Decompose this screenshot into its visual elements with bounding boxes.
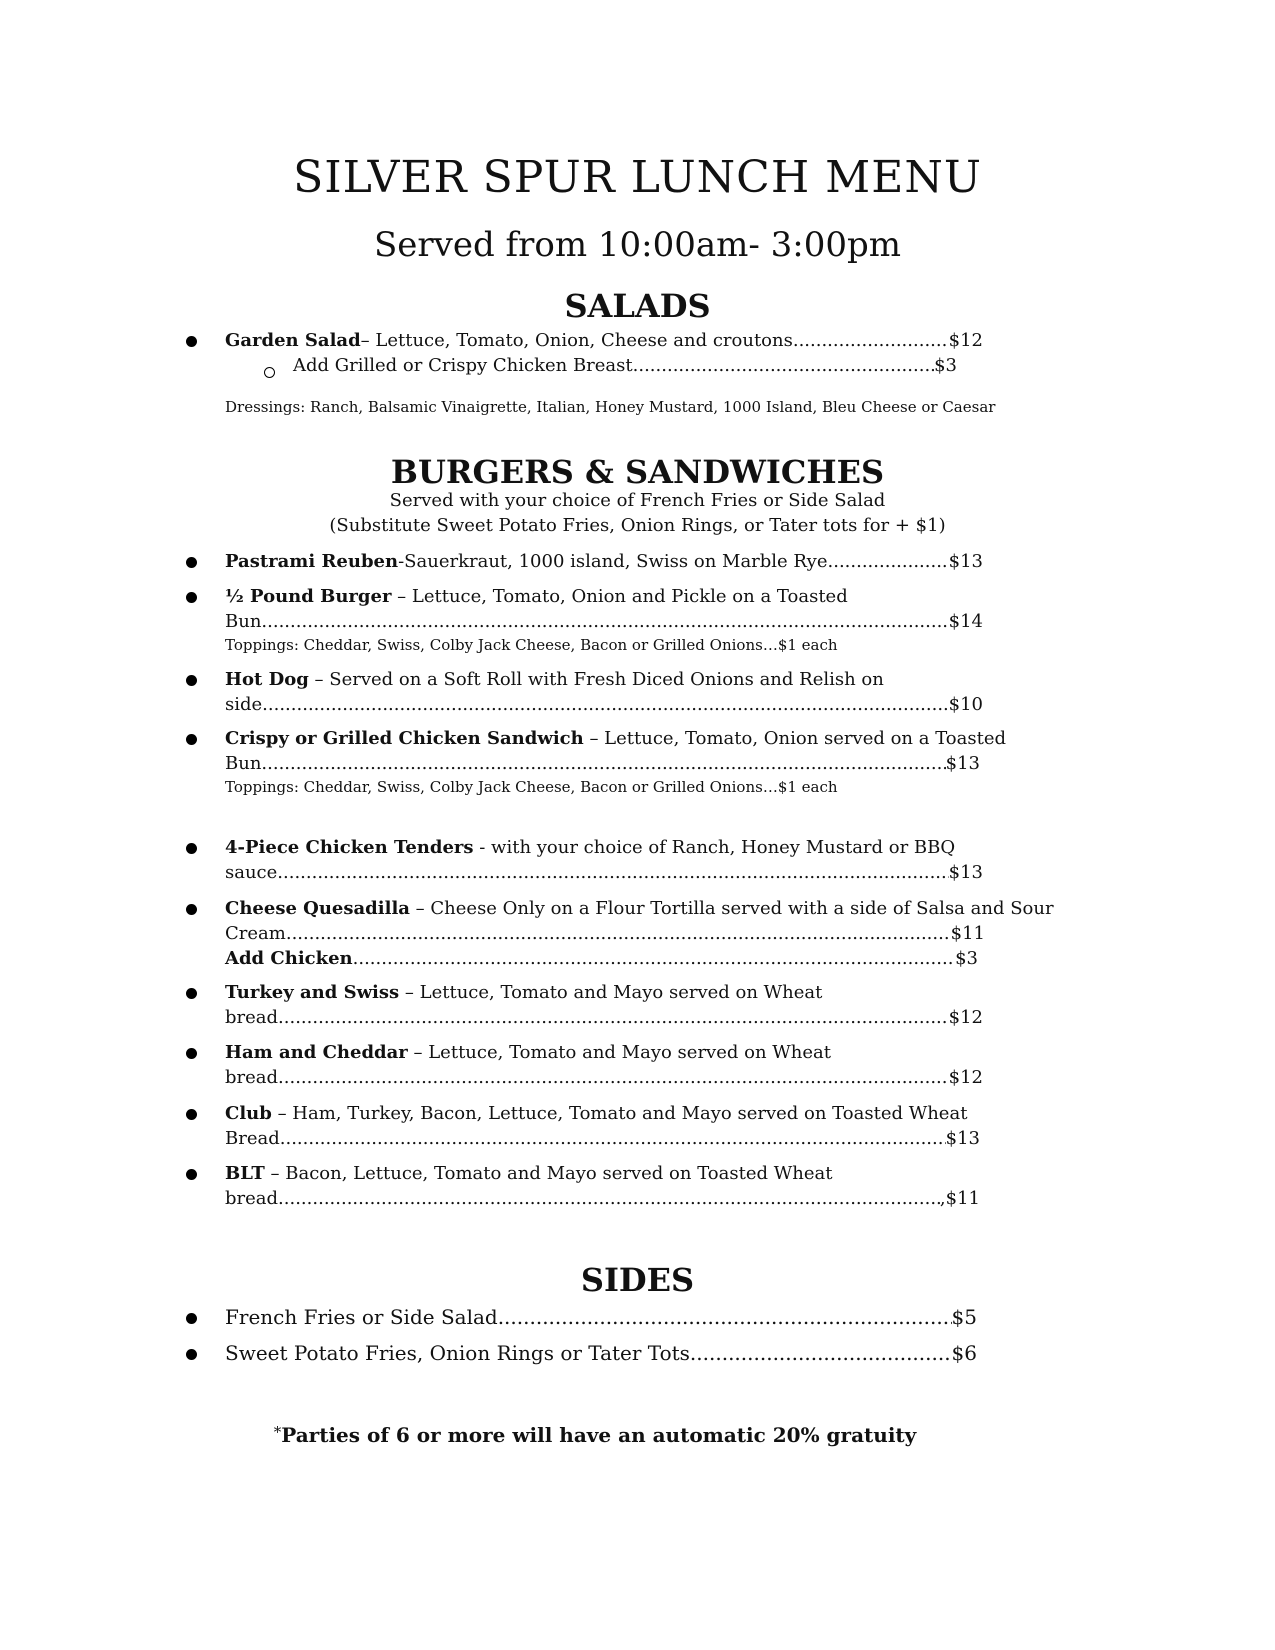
section-heading-burgers-sandwiches: BURGERS & SANDWICHES xyxy=(390,453,885,491)
item-price: $13 xyxy=(945,1128,980,1149)
item-desc: – Ham, Turkey, Bacon, Lettuce, Tomato and Mayo served on Toasted Wheat xyxy=(271,1103,968,1124)
item-price: $10 xyxy=(948,694,983,715)
dot-leader xyxy=(498,1305,952,1329)
item-name: ½ Pound Burger xyxy=(225,586,392,607)
menu-item-chicken-tenders-price-line xyxy=(225,862,983,883)
dot-leader xyxy=(262,694,948,715)
menu-item-chicken-sandwich xyxy=(225,728,1006,749)
item-name: 4-Piece Chicken Tenders xyxy=(225,837,474,858)
item-desc-cont: Cream xyxy=(225,923,286,944)
item-price: $12 xyxy=(948,1007,983,1028)
section-heading-salads: SALADS xyxy=(564,287,711,325)
menu-item-garden-salad xyxy=(225,330,983,351)
item-desc: – Lettuce, Tomato, Onion, Cheese and croutons xyxy=(360,330,793,351)
item-desc-cont: Bun xyxy=(225,753,262,774)
dressings-note: Dressings: Ranch, Balsamic Vinaigrette, Italian, Honey Mustard, 1000 Island, Bleu Cheese or Caesar xyxy=(225,398,996,416)
menu-item-blt xyxy=(225,1163,832,1184)
menu-item-half-pound-burger-price-line xyxy=(225,611,983,632)
addon-chicken-breast xyxy=(293,355,957,376)
bullet-icon xyxy=(186,1048,197,1059)
menu-item-turkey-swiss-price-line xyxy=(225,1007,983,1028)
addon-label: Add Chicken xyxy=(225,948,353,969)
addon-add-chicken xyxy=(225,948,978,969)
item-desc: – Lettuce, Tomato, Onion and Pickle on a Toasted xyxy=(391,586,848,607)
item-desc: – Bacon, Lettuce, Tomato and Mayo served on Toasted Wheat xyxy=(264,1163,833,1184)
bullet-icon xyxy=(186,675,197,686)
side-text: Sweet Potato Fries, Onion Rings or Tater Tots xyxy=(225,1341,690,1365)
dot-leader xyxy=(261,611,948,632)
bullet-icon xyxy=(186,336,197,347)
item-desc: - with your choice of Ranch, Honey Mustard or BBQ xyxy=(473,837,956,858)
item-price: ,$11 xyxy=(939,1188,980,1209)
asterisk: * xyxy=(273,1423,282,1441)
dot-leader xyxy=(353,948,955,969)
menu-item-turkey-swiss xyxy=(225,982,822,1003)
item-name: Club xyxy=(225,1103,272,1124)
item-desc: – Lettuce, Tomato and Mayo served on Wheat xyxy=(407,1042,831,1063)
menu-item-chicken-tenders xyxy=(225,837,955,858)
gratuity-notice xyxy=(0,1423,1190,1447)
side-item-fries-salad xyxy=(225,1305,977,1329)
addon-price: $3 xyxy=(934,355,957,376)
item-desc-cont: Bun xyxy=(225,611,262,632)
item-desc-cont: side xyxy=(225,694,263,715)
menu-item-ham-cheddar xyxy=(225,1042,831,1063)
item-desc: – Cheese Only on a Flour Tortilla served with a side of Salsa and Sour xyxy=(409,898,1054,919)
addon-text: Add Grilled or Crispy Chicken Breast xyxy=(293,355,633,376)
item-desc-cont: Bread xyxy=(225,1128,280,1149)
item-name: Ham and Cheddar xyxy=(225,1042,408,1063)
item-name: Turkey and Swiss xyxy=(225,982,400,1003)
sub-bullet-icon xyxy=(264,367,275,378)
item-desc: – Lettuce, Tomato, Onion served on a Toasted xyxy=(583,728,1007,749)
bullet-icon xyxy=(186,557,197,568)
dot-leader xyxy=(261,753,945,774)
dot-leader xyxy=(278,1007,949,1028)
dot-leader xyxy=(278,1188,940,1209)
burgers-note-sides: Served with your choice of French Fries or Side Salad xyxy=(389,490,886,511)
bullet-icon xyxy=(186,1109,197,1120)
bullet-icon xyxy=(186,904,197,915)
item-price: $13 xyxy=(945,753,980,774)
dot-leader xyxy=(277,862,948,883)
side-text: French Fries or Side Salad xyxy=(225,1305,498,1329)
bullet-icon xyxy=(186,1169,197,1180)
menu-item-cheese-quesadilla-price-line xyxy=(225,923,985,944)
side-price: $5 xyxy=(951,1305,977,1329)
side-item-specialty-sides xyxy=(225,1341,977,1365)
item-price: $14 xyxy=(948,611,983,632)
item-name: Cheese Quesadilla xyxy=(225,898,410,919)
item-name: Garden Salad xyxy=(225,330,361,351)
toppings-note: Toppings: Cheddar, Swiss, Colby Jack Cheese, Bacon or Grilled Onions…$1 each xyxy=(225,778,838,796)
item-desc-cont: bread xyxy=(225,1067,279,1088)
menu-item-half-pound-burger xyxy=(225,586,848,607)
dot-leader xyxy=(793,330,949,351)
menu-item-chicken-sandwich-price-line xyxy=(225,753,980,774)
item-price: $13 xyxy=(948,862,983,883)
item-desc: – Served on a Soft Roll with Fresh Diced Onions and Relish on xyxy=(308,669,884,690)
item-price: $12 xyxy=(948,1067,983,1088)
section-heading-sides: SIDES xyxy=(580,1261,695,1299)
menu-title: SILVER SPUR LUNCH MENU xyxy=(293,152,982,203)
bullet-icon xyxy=(186,734,197,745)
menu-item-hot-dog-price-line xyxy=(225,694,983,715)
burgers-note-substitute: (Substitute Sweet Potato Fries, Onion Rings, or Tater tots for + $1) xyxy=(329,515,946,536)
bullet-icon xyxy=(186,1349,197,1360)
menu-item-club xyxy=(225,1103,967,1124)
menu-item-pastrami-reuben xyxy=(225,551,983,572)
dot-leader xyxy=(278,1067,949,1088)
service-hours: Served from 10:00am- 3:00pm xyxy=(373,225,902,265)
menu-item-cheese-quesadilla xyxy=(225,898,1054,919)
bullet-icon xyxy=(186,843,197,854)
item-desc-cont: bread xyxy=(225,1188,279,1209)
dot-leader xyxy=(633,355,934,376)
item-name: Crispy or Grilled Chicken Sandwich xyxy=(225,728,584,749)
dot-leader xyxy=(828,551,949,572)
dot-leader xyxy=(280,1128,946,1149)
menu-item-ham-cheddar-price-line xyxy=(225,1067,983,1088)
item-name: BLT xyxy=(225,1163,265,1184)
item-desc: – Lettuce, Tomato and Mayo served on Wheat xyxy=(399,982,823,1003)
bullet-icon xyxy=(186,592,197,603)
menu-item-club-price-line xyxy=(225,1128,980,1149)
item-price: $13 xyxy=(948,551,983,572)
menu-item-hot-dog xyxy=(225,669,884,690)
item-name: Hot Dog xyxy=(225,669,309,690)
bullet-icon xyxy=(186,988,197,999)
addon-price: $3 xyxy=(955,948,978,969)
item-desc-cont: bread xyxy=(225,1007,279,1028)
menu-item-blt-price-line xyxy=(225,1188,980,1209)
gratuity-text: Parties of 6 or more will have an automatic 20% gratuity xyxy=(281,1423,917,1447)
item-desc-cont: sauce xyxy=(225,862,278,883)
side-price: $6 xyxy=(951,1341,977,1365)
item-price: $12 xyxy=(948,330,983,351)
toppings-note: Toppings: Cheddar, Swiss, Colby Jack Cheese, Bacon or Grilled Onions…$1 each xyxy=(225,636,838,654)
item-desc: -Sauerkraut, 1000 island, Swiss on Marble Rye xyxy=(398,551,828,572)
item-name: Pastrami Reuben xyxy=(225,551,399,572)
dot-leader xyxy=(690,1341,952,1365)
item-price: $11 xyxy=(950,923,985,944)
dot-leader xyxy=(286,923,951,944)
bullet-icon xyxy=(186,1313,197,1324)
